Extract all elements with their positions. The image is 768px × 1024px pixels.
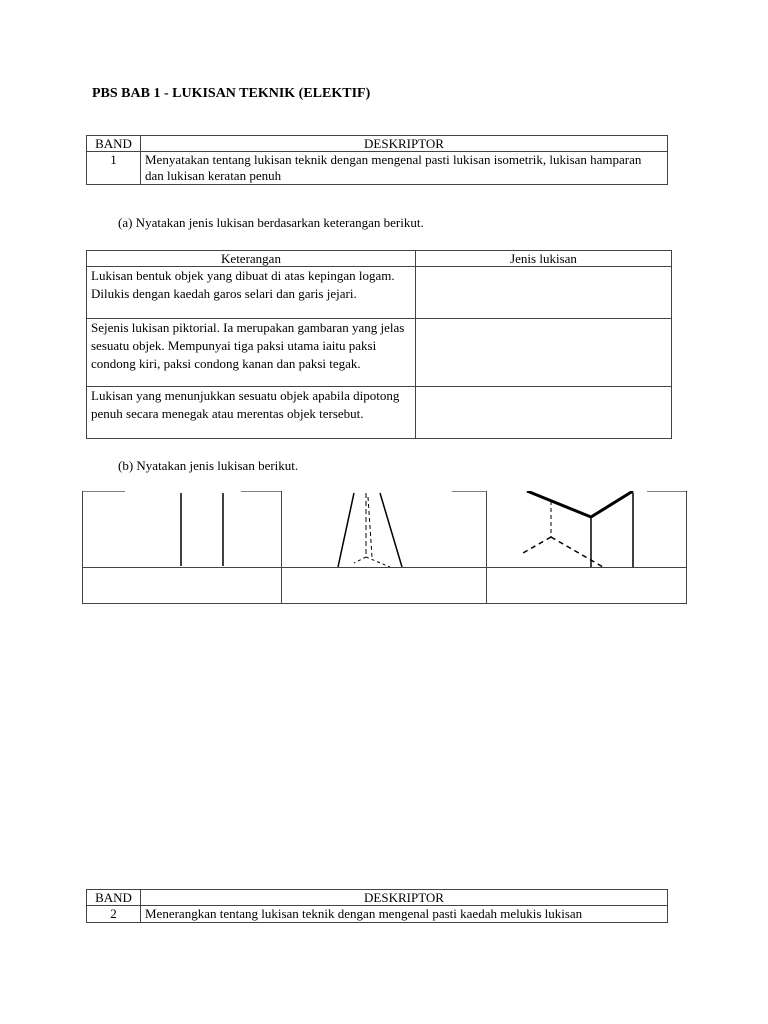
table-row <box>87 319 672 387</box>
keterangan-table <box>86 250 672 439</box>
band-descriptor: Menerangkan tentang lukisan teknik dengan mengenal pasti kaedah melukis lukisan <box>141 906 668 923</box>
keterangan-cell: Lukisan yang menunjukkan sesuatu objek apabila dipotong penuh secara menegak atau merentas objek tersebut. <box>87 387 416 439</box>
answer-cell[interactable] <box>416 387 672 439</box>
figure-cell-2 <box>282 491 487 568</box>
drawing-figure-3 <box>487 491 687 567</box>
drawing-figure-1 <box>83 491 281 567</box>
keterangan-cell: Lukisan bentuk objek yang dibuat di atas kepingan logam. Dilukis dengan kaedah garos selari dan garis jejari. <box>87 267 416 319</box>
band-header: BAND <box>87 136 141 152</box>
descriptor-header: DESKRIPTOR <box>141 136 668 152</box>
band-header: BAND <box>87 890 141 906</box>
figure-cell-3 <box>487 491 687 568</box>
band-number: 1 <box>87 152 141 185</box>
jenis-lukisan-header: Jenis lukisan <box>416 251 672 267</box>
table-row <box>87 387 672 439</box>
descriptor-header: DESKRIPTOR <box>141 890 668 906</box>
band-number: 2 <box>87 906 141 923</box>
band2-table <box>86 889 668 923</box>
answer-cell[interactable] <box>416 319 672 387</box>
band-descriptor: Menyatakan tentang lukisan teknik dengan mengenal pasti lukisan isometrik, lukisan hamparan dan lukisan keratan penuh <box>141 152 668 185</box>
keterangan-cell: Sejenis lukisan piktorial. Ia merupakan gambaran yang jelas sesuatu objek. Mempunyai tiga paksi utama iaitu paksi condong kiri, paksi condong kanan dan paksi tegak. <box>87 319 416 387</box>
page-title: PBS BAB 1 - LUKISAN TEKNIK (ELEKTIF) <box>92 86 371 101</box>
keterangan-header: Keterangan <box>87 251 416 267</box>
figure-cell-1 <box>83 491 282 568</box>
answer-cell[interactable] <box>83 568 282 604</box>
answer-cell[interactable] <box>416 267 672 319</box>
band1-table <box>86 135 668 185</box>
table-row <box>87 267 672 319</box>
drawing-figure-2 <box>282 491 486 567</box>
figures-table <box>82 491 687 604</box>
question-b-instruction: (b) Nyatakan jenis lukisan berikut. <box>118 458 299 473</box>
answer-cell[interactable] <box>282 568 487 604</box>
answer-cell[interactable] <box>487 568 687 604</box>
question-a-instruction: (a) Nyatakan jenis lukisan berdasarkan keterangan berikut. <box>118 215 424 230</box>
